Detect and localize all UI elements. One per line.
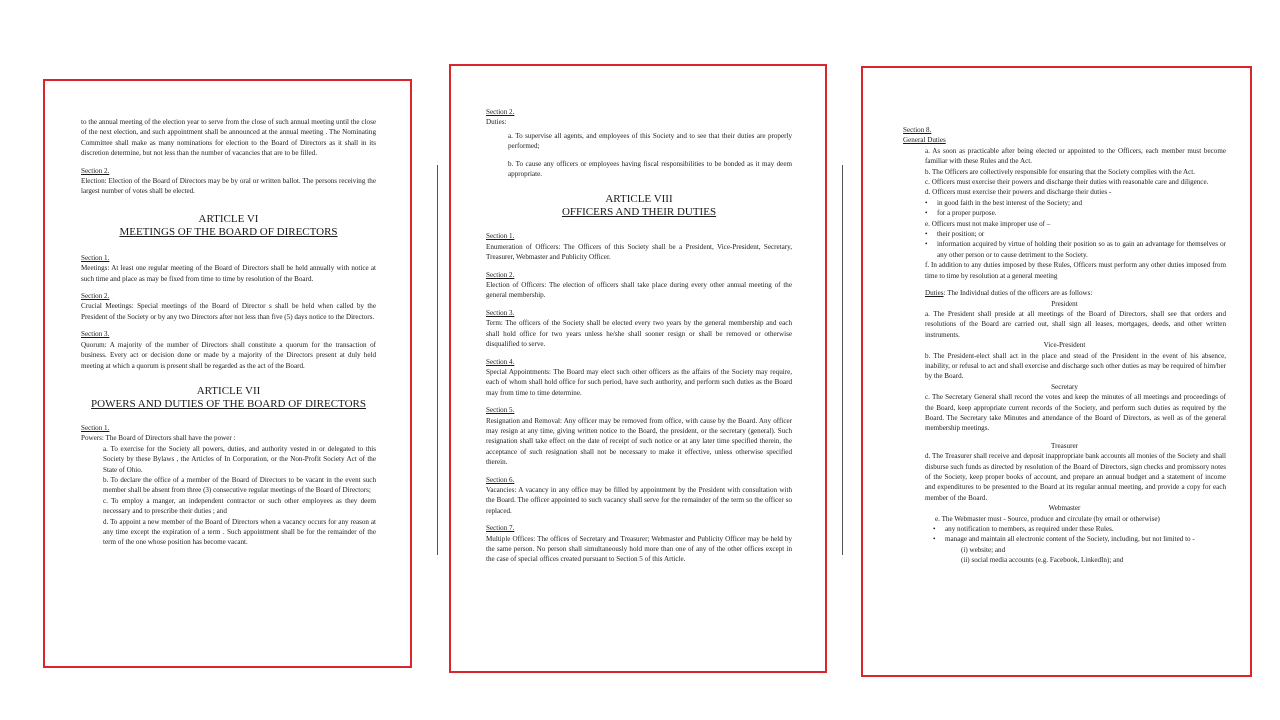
officer-duty-text: e. The Webmaster must - Source, produce and circulate (by email or otherwise) — [935, 514, 1160, 523]
section-title: Section 8. — [903, 126, 932, 134]
section-text: Election of Officers: The election of officers shall take place during every other annual meeting of the general membership. — [486, 281, 792, 300]
general-duty-item: b. The Officers are collectively responsible for ensuring that the Society complies with the Act. — [925, 167, 1196, 176]
bullet-item: • in good faith in the best interest of the Society; and — [925, 198, 1226, 208]
section-text: Crucial Meetings: Special meetings of the Board of Director s shall be held when called by the President of the Society or by any two Directors after not less than five (5) days notice to the Directors. — [81, 302, 376, 321]
section-text: Term: The officers of the Society shall be elected every two years by the general membership and each shall hold office for two years unless he/she shall sooner resign or shall be removed or otherwise disqualified to serve. — [486, 319, 792, 349]
section-text: Vacancies: A vacancy in any office may be filled by appointment by the President with consultation with the Board. The officer appointed to such vacancy shall serve for the remainder of the term so the officer so replaced. — [486, 485, 792, 515]
section-text: Special Appointments: The Board may elect such other officers as the affairs of the Society may require, each of whom shall hold office for such period, have such authority, and perform such duties as the Board may from time to time determine. — [486, 367, 792, 397]
section-title: Section 1. — [81, 423, 110, 432]
document-page-1 — [43, 79, 412, 668]
general-duty-item: e. Officers must not make improper use of – — [925, 219, 1051, 228]
general-duty-item: c. Officers must exercise their powers and discharge their duties with reasonable care and diligence. — [925, 178, 1209, 187]
article-heading: MEETINGS OF THE BOARD OF DIRECTORS — [119, 225, 338, 238]
officer-heading: Vice-President — [1043, 341, 1086, 350]
section-text: Election: Election of the Board of Directors may be by oral or written ballot. The persons receiving the largest number of votes shall be elected. — [81, 177, 376, 196]
bullet-item: • any notification to members, as required under these Rules. — [933, 524, 1226, 534]
section-title: Section 2. — [81, 166, 110, 175]
officer-heading: Treasurer — [1051, 441, 1078, 450]
section-title: Section 3. — [486, 308, 515, 317]
article-heading: OFFICERS AND THEIR DUTIES — [561, 206, 717, 219]
general-duty-item: f. In addition to any duties imposed by these Rules, Officers must perform any other duties imposed from time to time by resolution at a general meeting — [925, 261, 1226, 280]
section-label: Duties: — [486, 118, 507, 127]
section-text: Resignation and Removal: Any officer may be removed from office, with cause by the Board. Any officer may resign at any time, giving written notice to the Board, the president, or the secretary (general). Such resignation shall take effect on the date of receipt of such notice or at any later time specified therein, the acceptance of such resignation shall not be necessary to make it effective, unless otherwise specified therein. — [486, 416, 792, 467]
officer-heading: Webmaster — [1048, 504, 1081, 513]
article-heading: POWERS AND DUTIES OF THE BOARD OF DIRECTORS — [91, 397, 366, 410]
document-page-3 — [861, 66, 1252, 677]
section-title: Section 1. — [81, 253, 110, 262]
officer-heading: President — [1051, 299, 1078, 308]
officer-heading: Secretary — [1051, 382, 1078, 391]
sub-item: (ii) social media accounts (e.g. Facebook, LinkedIn); and — [961, 556, 1124, 565]
officer-duty-text: d. The Treasurer shall receive and deposit inappropriate bank accounts all monies of the Society and shall disburse such funds as directed by resolution of the Board of Directors, sign checks and promissory notes of the Society, keep proper books of account, and prepare an annual budget and a statement of income and expenditures to be presented to the Board at its regular annual meeting, and provide a copy for each member of the Board. — [925, 452, 1226, 502]
officer-duty-text: c. The Secretary General shall record the votes and keep the minutes of all meetings and proceedings of the Board, keep appropriate current records of the Society, and perform such duties as required by the Board. The Secretary take Minutes and attendance of the Board of Directors, as well as of the general membership meetings. — [925, 393, 1226, 433]
section-title: Section 2. — [81, 292, 110, 301]
bullet-item: • their position; or — [925, 229, 1226, 239]
section-text: Multiple Offices: The offices of Secretary and Treasurer; Webmaster and Publicity Officer may be held by the same person. No person shall simultaneously hold more than one of any of the other offices except in the case of special offices created pursuant to Section 5 of this Article. — [486, 534, 792, 564]
section-title: Section 5. — [486, 406, 515, 415]
sub-item: (i) website; and — [961, 545, 1006, 554]
section-title: Section 2. — [486, 108, 515, 116]
article-title: ARTICLE VIII — [605, 193, 673, 206]
intro-paragraph: to the annual meeting of the election year to serve from the close of such annual meeting until the close of the next election, and such appointment shall be announced at the annual meeting . The Nominating Committee shall make as many nominations for election to the Board of Directors as it shall in its discretion determine, but not less than the number of vacancies that are to be filled. — [81, 118, 376, 158]
section-text: Quorum: A majority of the number of Directors shall constitute a quorum for the transaction of business. Every act or decision done or made by a majority of the Directors present at duly held meeting at which a quorum is present shall be regarded as the act of the Board. — [81, 340, 376, 370]
article-title: ARTICLE VI — [198, 212, 259, 225]
duties-label: Duties — [925, 289, 944, 298]
document-page-2 — [449, 64, 827, 673]
section-title: Section 2. — [486, 270, 515, 279]
section-title: Section 6. — [486, 475, 515, 484]
bullet-item: • for a proper purpose. — [925, 208, 1226, 218]
section-title: Section 7. — [486, 524, 515, 533]
page-separator-right — [842, 165, 843, 555]
page-separator-left — [437, 165, 438, 555]
officer-duty-text: b. The President-elect shall act in the place and stead of the President in the event of his absence, inability, or refusal to act and shall exercise and discharge such other duties as may be required of him/her by the Board. — [925, 351, 1226, 381]
section-title: Section 1. — [486, 232, 515, 241]
power-item: b. To declare the office of a member of the Board of Directors to be vacant in the event such member shall be absent from three (3) consecutive regular meetings of the Board of Directors; — [103, 475, 376, 495]
general-duty-item: d. Officers must exercise their powers and discharge their duties - — [925, 188, 1112, 197]
duty-item: b. To cause any officers or employees having fiscal responsibilities to be bonded as it may deem appropriate. — [508, 159, 792, 179]
bullet-item: • manage and maintain all electronic content of the Society, including, but not limited to - — [933, 534, 1226, 544]
general-duty-item: a. As soon as practicable after being elected or appointed to the Officers, each member must become familiar with these Rules and the Act. — [925, 146, 1226, 166]
section-text: Powers: The Board of Directors shall have the power : — [81, 434, 236, 443]
section-title: Section 3. — [81, 330, 110, 339]
power-item: a. To exercise for the Society all powers, duties, and authority vested in or delegated to this Society by these Bylaws , the Articles of In Corporation, or the Non-Profit Society Act of the State of Ohio. — [103, 444, 376, 474]
bullet-item: • information acquired by virtue of holding their position so as to gain an advantage for themselves or any other person or to cause detriment to the Society. — [925, 239, 1226, 260]
power-item: c. To employ a manger, an independent contractor or such other employees as they deem necessary and to prescribe their duties ; and — [103, 496, 376, 516]
section-label: General Duties — [903, 136, 946, 145]
duty-item: a. To supervise all agents, and employees of this Society and to see that their duties are properly performed; — [508, 131, 792, 151]
power-item: d. To appoint a new member of the Board of Directors when a vacancy occurs for any reason at any time except the expiration of a term . Such appointment shall be for the remainder of the term of the one whose position has become vacant. — [103, 517, 376, 547]
article-title: ARTICLE VII — [196, 384, 261, 397]
section-text: Enumeration of Officers: The Officers of this Society shall be a President, Vice-President, Secretary, Treasurer, Webmaster and Publicity Officer. — [486, 242, 792, 262]
section-text: Meetings: At least one regular meeting of the Board of Directors shall be held annually with notice at such time and place as may be fixed from time to time by resolution of the Board. — [81, 264, 376, 283]
officer-duty-text: a. The President shall preside at all meetings of the Board of Directors, shall see that orders and resolutions of the Board are carried out, shall sign all leases, mortgages, deeds, and other written instruments. — [925, 309, 1226, 339]
section-title: Section 4. — [486, 357, 515, 366]
duties-intro: : The Individual duties of the officers are as follows: — [943, 289, 1093, 298]
